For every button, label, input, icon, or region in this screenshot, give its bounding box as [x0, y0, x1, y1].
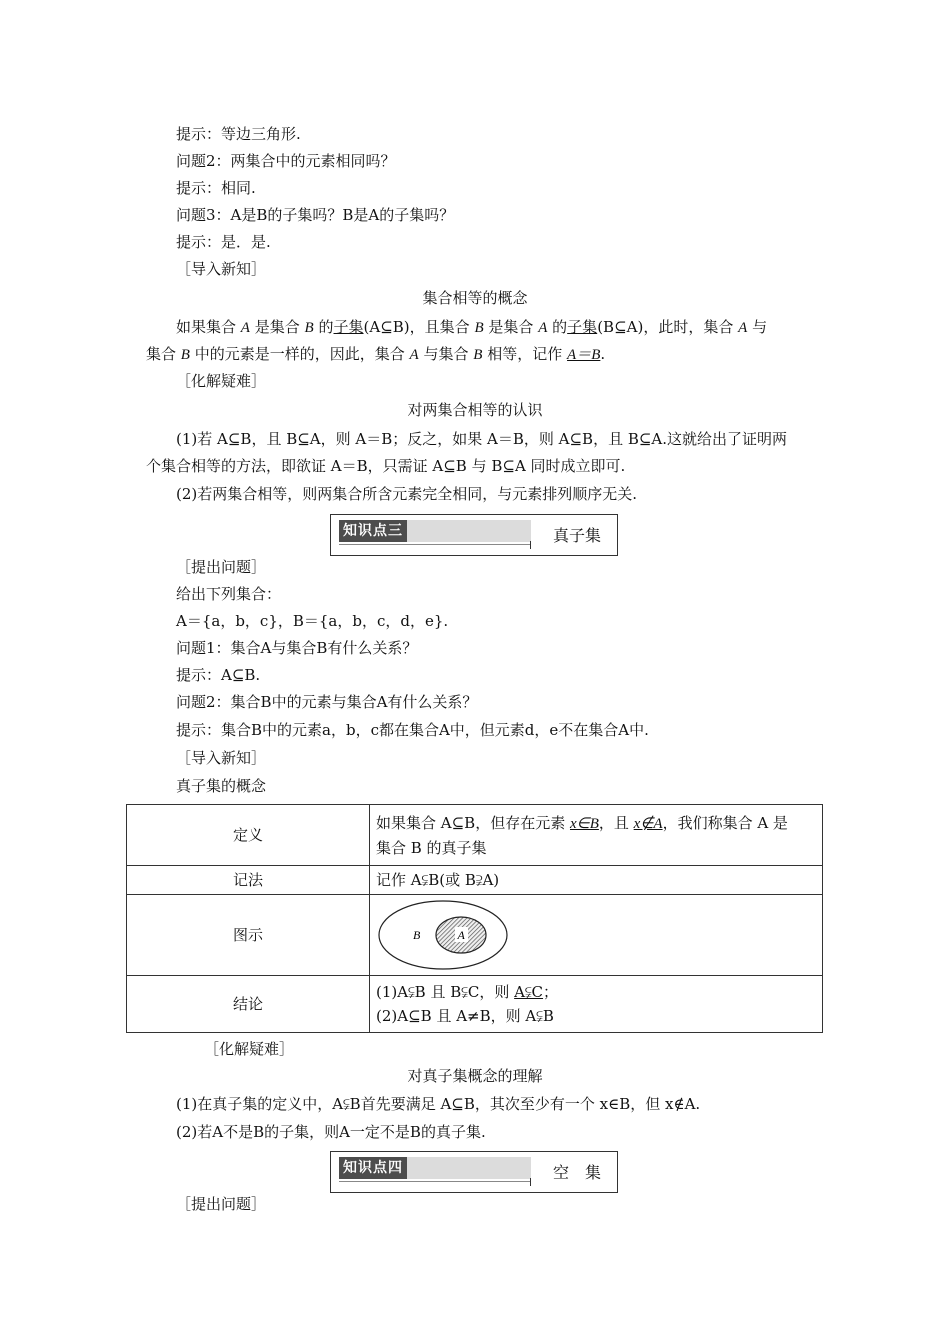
hint-line: 提示：是．是. [176, 233, 271, 251]
table-row [127, 895, 823, 976]
header-bar [339, 520, 531, 542]
knowledge-point-title: 真子集 [553, 526, 602, 545]
paragraph-line: (1)若 A⊆B，且 B⊆A，则 A＝B；反之，如果 A＝B，则 A⊆B，且 B⊆A.这就给出了证明两 [176, 430, 788, 448]
paragraph-line: 集合 B 中的元素是一样的，因此，集合 A 与集合 B 相等，记作 A＝B. [146, 345, 606, 363]
paragraph-line: 给出下列集合： [176, 585, 282, 603]
hint-line: 提示：A⊆B. [176, 666, 261, 684]
table-cell: (1)A⫋B 且 B⫋C，则 A⫋C； (2)A⊆B 且 A≠B，则 A⫋B [370, 976, 823, 1033]
question-line: 问题3：A是B的子集吗？B是A的子集吗？ [176, 206, 455, 224]
outer-set-label: B [413, 928, 421, 942]
row-header: 记法 [127, 866, 370, 895]
divider [339, 1181, 531, 1182]
equality-notation: A＝B [567, 347, 601, 363]
section-label: ［提出问题］ [176, 558, 267, 576]
knowledge-point-tag: 知识点三 [339, 520, 407, 542]
paragraph-line: (2)若A不是B的子集，则A一定不是B的真子集. [176, 1123, 486, 1141]
knowledge-point-tag: 知识点四 [339, 1157, 407, 1179]
row-header: 定义 [127, 805, 370, 866]
section-label: ［导入新知］ [176, 749, 267, 767]
table-row [127, 866, 823, 895]
table-cell [370, 895, 823, 976]
section-label: ［化解疑难］ [204, 1040, 295, 1058]
subset-term: 子集 [333, 318, 364, 336]
inner-set-label: A [457, 928, 465, 942]
hint-line: 提示：集合B中的元素a，b，c都在集合A中，但元素d，e不在集合A中. [176, 721, 649, 739]
row-header: 结论 [127, 976, 370, 1033]
divider [339, 544, 531, 545]
divider-tick [530, 541, 531, 549]
table-cell: 如果集合 A⊆B，但存在元素 x∈B，且 x∉A，我们称集合 A 是 集合 B 的真子集 [370, 805, 823, 866]
section-label: ［提出问题］ [176, 1195, 267, 1213]
header-bar [339, 1157, 531, 1179]
section-label: ［导入新知］ [176, 260, 267, 278]
knowledge-point-header [330, 1151, 618, 1193]
hint-line: 提示：等边三角形. [176, 125, 301, 143]
question-line: 问题2：集合B中的元素与集合A有什么关系？ [176, 693, 478, 711]
paragraph-line: (1)在真子集的定义中，A⫋B首先要满足 A⊆B，其次至少有一个 x∈B，但 x∉A. [176, 1095, 701, 1113]
table-row [127, 805, 823, 866]
section-title: 集合相等的概念 [422, 289, 528, 307]
section-title: 对两集合相等的认识 [407, 401, 543, 419]
divider-tick [530, 1178, 531, 1186]
paragraph-line: 个集合相等的方法，即欲证 A＝B，只需证 A⊆B 与 B⊆A 同时成立即可. [146, 457, 626, 475]
knowledge-point-title: 空 集 [553, 1163, 602, 1182]
knowledge-point-header [330, 514, 618, 556]
venn-diagram [376, 898, 510, 972]
question-line: 问题2：两集合中的元素相同吗？ [176, 152, 396, 170]
proper-subset-table [126, 804, 823, 1033]
paragraph-line: 如果集合 A 是集合 B 的子集(A⊆B)，且集合 B 是集合 A 的子集(B⊆A)，此时，集合 A 与 [176, 318, 768, 336]
section-label: ［化解疑难］ [176, 372, 267, 390]
table-cell: 记作 A⫋B(或 B⫌A) [370, 866, 823, 895]
row-header: 图示 [127, 895, 370, 976]
paragraph-line: (2)若两集合相等，则两集合所含元素完全相同，与元素排列顺序无关. [176, 485, 638, 503]
set-definition-line: A＝{a，b，c}，B＝{a，b，c，d，e}. [176, 612, 449, 630]
section-title: 对真子集概念的理解 [407, 1067, 543, 1085]
hint-line: 提示：相同. [176, 179, 256, 197]
table-row [127, 976, 823, 1033]
question-line: 问题1：集合A与集合B有什么关系？ [176, 639, 418, 657]
paragraph-line: 真子集的概念 [176, 777, 267, 795]
